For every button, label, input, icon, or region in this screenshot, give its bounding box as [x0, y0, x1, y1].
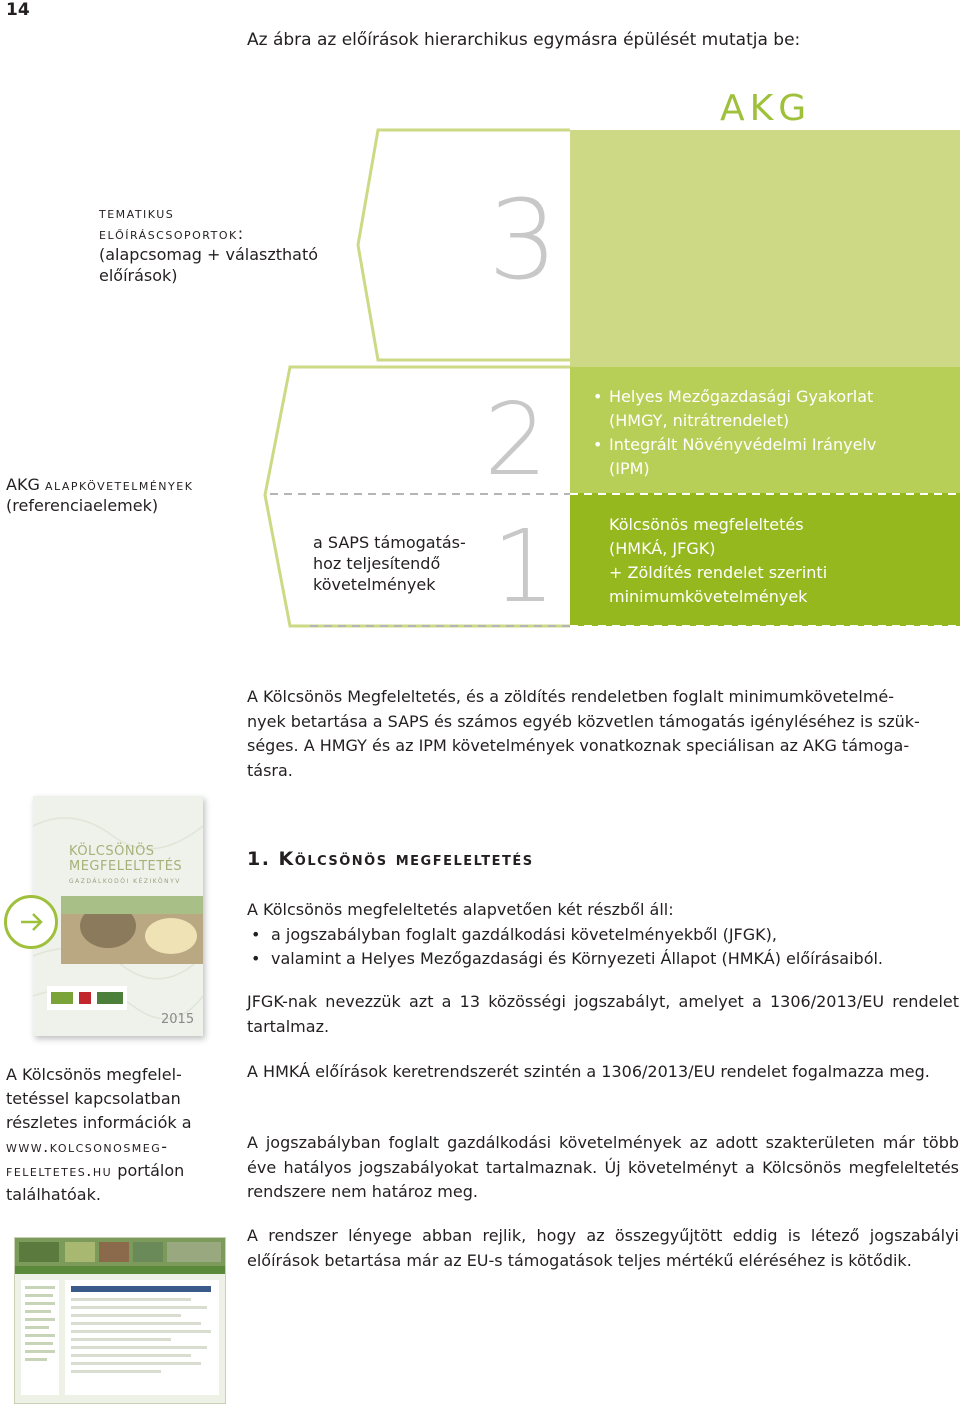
bullet-icon: •	[593, 387, 603, 406]
website-thumbnail	[15, 1238, 225, 1403]
sidenote-line: találhatóak.	[6, 1185, 101, 1204]
section-heading: 1. Kölcsönös megfeleltetés	[247, 848, 534, 870]
list-item	[247, 923, 959, 948]
diagram-explanation	[247, 685, 959, 783]
level1-line: minimumkövetelmények	[609, 587, 808, 606]
label-saps-line1: a SAPS támogatás-	[313, 533, 466, 552]
level2-item	[593, 433, 876, 481]
label-thematic-line2: előíráscsoportok:	[99, 224, 245, 243]
cover-title-line2: MEGFELELTETÉS	[69, 859, 183, 874]
cover-year: 2015	[161, 1012, 195, 1027]
label-saps-line3: követelmények	[313, 575, 436, 594]
cover-title-line1: KÖLCSÖNÖS	[69, 844, 155, 859]
list-item-text: valamint a Helyes Mezőgazdasági és Környezeti Állapot (HMKÁ) előírásaiból.	[271, 949, 884, 968]
label-thematic	[99, 202, 318, 286]
level2-item-line1: Integrált Növényvédelmi Irányelv	[609, 435, 877, 454]
text-line: nyek betartása a SAPS és számos egyéb közvetlen támogatás igényléséhez is szük-	[247, 711, 920, 731]
label-thematic-line4: előírások)	[99, 266, 178, 285]
sidenote-line: tetéssel kapcsolatban	[6, 1089, 181, 1108]
paragraph-essence: A rendszer lényege abban rejlik, hogy az összegyűjtött eddig is létező jogszabályi előírások betartása már az EU-s támogatások teljes mértékű eléréséhez is kötődik.	[247, 1226, 959, 1270]
intro-text: Az ábra az előírások hierarchikus egymásra épülését mutatja be:	[247, 30, 801, 50]
label-thematic-line3: (alapcsomag + választható	[99, 245, 319, 264]
sidenote-line: részletes információk a	[6, 1113, 192, 1132]
level1-line: Kölcsönös megfeleltetés	[609, 515, 804, 534]
cover-title	[69, 844, 182, 874]
cover-subtitle: GAZDÁLKODÓI KÉZIKÖNYV	[69, 878, 181, 885]
label-akg-base	[6, 474, 193, 516]
sidenote	[6, 1063, 221, 1207]
cover-pattern	[33, 796, 203, 1036]
sidenote-url-part2[interactable]: feleltetes.hu	[6, 1161, 113, 1180]
level2-item-line2: (IPM)	[609, 459, 650, 478]
level2-item-line2: (HMGY, nitrátrendelet)	[609, 411, 790, 430]
level1-text	[609, 513, 827, 609]
arrow-right-icon	[7, 898, 55, 946]
label-akg-base-line2: (referenciaelemek)	[6, 496, 159, 515]
level-number-1: 1	[492, 508, 556, 625]
level-number-2: 2	[484, 381, 548, 498]
sidenote-line: A Kölcsönös megfelel-	[6, 1065, 182, 1084]
label-saps	[313, 532, 466, 595]
page-number: 14	[6, 0, 30, 20]
handbook-cover	[33, 796, 203, 1036]
sidenote-line	[6, 1159, 221, 1183]
bullet-icon: •	[251, 949, 261, 968]
paragraph-requirements: A jogszabályban foglalt gazdálkodási követelmények az adott szakterületen már több éve hatályos jogszabályokat tartalmaznak. Új követelményt a Kölcsönös megfeleltetés rendszere nem határoz meg.	[247, 1133, 959, 1201]
list-item-text: a jogszabályban foglalt gazdálkodási követelményekből (JFGK),	[271, 924, 777, 944]
text-line: A Kölcsönös Megfeleltetés, és a zöldítés rendeletben foglalt minimumkövetelmé-	[247, 687, 895, 706]
level2-list	[593, 385, 876, 481]
level1-line: + Zöldítés rendelet szerinti	[609, 563, 828, 582]
label-saps-line2: hoz teljesítendő	[313, 554, 441, 573]
level1-line: (HMKÁ, JFGK)	[609, 539, 716, 558]
text-line: tásra.	[247, 760, 293, 780]
bullet-icon: •	[251, 924, 261, 944]
arrow-circle	[4, 895, 58, 949]
sidenote-portal-text: portálon	[112, 1161, 185, 1180]
section-intro-text: A Kölcsönös megfeleltetés alapvetően két részből áll:	[247, 900, 674, 919]
paragraph-jfgk: JFGK-nak nevezzük azt a 13 közösségi jogszabályt, amelyet a 1306/2013/EU rendelet tartalmaz.	[247, 992, 959, 1036]
label-akg-word: AKG	[6, 475, 40, 494]
text-line: séges. A HMGY és az IPM követelmények vonatkoznak speciálisan az AKG támoga-	[247, 736, 910, 755]
level2-item	[593, 385, 876, 433]
akg-title: AKG	[720, 88, 812, 129]
level2-item-line1: Helyes Mezőgazdasági Gyakorlat	[609, 387, 874, 406]
label-thematic-line1: tematikus	[99, 203, 175, 222]
level-number-3: 3	[488, 176, 558, 304]
website-screenshot	[14, 1237, 226, 1404]
label-akg-basic: alapkövetelmények	[44, 475, 194, 494]
sidenote-url-part1[interactable]: www.kolcsonosmeg-	[6, 1137, 169, 1156]
label-akg-base-line1	[6, 474, 193, 495]
bullet-icon: •	[593, 435, 603, 454]
section-intro	[247, 898, 959, 972]
paragraph-hmka: A HMKÁ előírások keretrendszerét szintén a 1306/2013/EU rendelet fogalmazza meg.	[247, 1062, 930, 1081]
list-item	[247, 947, 959, 972]
